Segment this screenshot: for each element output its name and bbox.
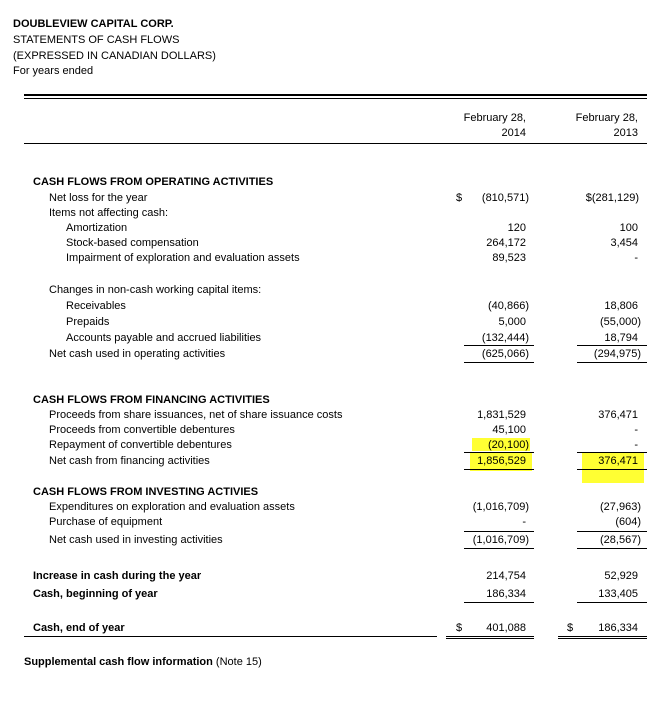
receivables-2013: 18,806 [604,300,638,312]
net-investing-rule-2014 [464,548,534,549]
equipment-2014: - [522,516,526,528]
net-operating-rule-2013 [577,362,647,363]
header-rule-bottom [24,98,647,99]
payables-label: Accounts payable and accrued liabilities [66,332,262,344]
amortization-2013: 100 [619,222,638,234]
end-currency-2013: $ [567,622,574,634]
col-2013-line2: 2013 [613,127,638,139]
net-operating-label: Net cash used in operating activities [49,348,226,360]
col-2014-line2: 2014 [501,127,526,139]
payables-2014: (132,444) [481,332,529,344]
financing-title: CASH FLOWS FROM FINANCING ACTIVITIES [33,394,270,406]
receivables-2014: (40,866) [488,300,529,312]
end-rule-2014-a [446,636,534,637]
end-rule-2013-b [558,638,647,639]
header-rule-top [24,94,647,96]
net-operating-2014: (625,066) [481,348,529,360]
receivables-label: Receivables [66,300,126,312]
repayment-2014: (20,100) [488,439,529,451]
company-name: DOUBLEVIEW CAPITAL CORP. [13,18,174,30]
amortization-label: Amortization [66,222,128,234]
supplemental-note: (Note 15) [212,656,262,668]
supplemental-line [24,656,262,669]
expenditures-2014: (1,016,709) [472,501,529,513]
net-operating-2013: (294,975) [593,348,641,360]
financing-rule-2013 [577,452,647,453]
prepaids-2014: 5,000 [498,316,526,328]
col-2014-line1: February 28, [463,112,526,124]
net-investing-2014: (1,016,709) [472,534,529,546]
equipment-2013: (604) [615,516,641,528]
investing-rule-2014 [464,531,534,532]
net-financing-2013: 376,471 [598,455,638,467]
net-loss-2013: $(281,129) [585,192,639,204]
net-investing-2013: (28,567) [600,534,641,546]
net-investing-label: Net cash used in investing activities [49,534,223,546]
end-rule-2013-a [558,636,647,637]
period-label: For years ended [13,65,94,77]
stock-comp-2013: 3,454 [610,237,638,249]
prepaids-label: Prepaids [66,316,110,328]
investing-title: CASH FLOWS FROM INVESTING ACTIVIES [33,486,259,498]
financing-rule-2014 [464,452,534,453]
stock-comp-2014: 264,172 [486,237,526,249]
currency-note: (EXPRESSED IN CANADIAN DOLLARS) [13,50,216,62]
operating-rule-2014 [464,345,534,346]
equipment-label: Purchase of equipment [49,516,163,528]
end-label: Cash, end of year [33,622,125,634]
net-financing-rule-2014 [464,469,534,470]
operating-title: CASH FLOWS FROM OPERATING ACTIVITIES [33,176,274,188]
beginning-rule-2014 [464,602,534,603]
proceeds-conv-label: Proceeds from convertible debentures [49,424,235,436]
expenditures-2013: (27,963) [600,501,641,513]
proceeds-conv-2013: - [634,424,638,436]
proceeds-shares-2014: 1,831,529 [477,409,526,421]
prepaids-2013: (55,000) [600,316,641,328]
net-loss-currency: $ [456,192,463,204]
net-financing-label: Net cash from financing activities [49,455,210,467]
beginning-2013: 133,405 [598,588,638,600]
operating-rule-2013 [577,345,647,346]
end-currency-2014: $ [456,622,463,634]
impairment-2014: 89,523 [492,252,526,264]
supplemental-title: Supplemental cash flow information [24,656,213,668]
amortization-2014: 120 [507,222,526,234]
col-2013-line1: February 28, [575,112,638,124]
expenditures-label: Expenditures on exploration and evaluation assets [49,501,295,513]
increase-2013: 52,929 [604,570,638,582]
beginning-2014: 186,334 [486,588,526,600]
end-2013: 186,334 [598,622,638,634]
increase-label: Increase in cash during the year [33,570,202,582]
end-2014: 401,088 [486,622,526,634]
repayment-label: Repayment of convertible debentures [49,439,232,451]
column-header-rule [24,143,647,144]
stock-comp-label: Stock-based compensation [66,237,199,249]
net-operating-rule-2014 [464,362,534,363]
changes-label: Changes in non-cash working capital items: [49,284,262,296]
proceeds-shares-2013: 376,471 [598,409,638,421]
impairment-2013: - [634,252,638,264]
end-rule-label [24,636,437,637]
net-financing-2014: 1,856,529 [477,455,526,467]
proceeds-shares-label: Proceeds from share issuances, net of share issuance costs [49,409,343,421]
payables-2013: 18,794 [604,332,638,344]
net-investing-rule-2013 [577,548,647,549]
end-rule-2014-b [446,638,534,639]
not-affecting-label: Items not affecting cash: [49,207,169,219]
net-loss-label: Net loss for the year [49,192,148,204]
statement-title: STATEMENTS OF CASH FLOWS [13,34,180,46]
repayment-2013: - [634,439,638,451]
net-financing-rule-2013 [577,469,647,470]
net-loss-2014: (810,571) [481,192,529,204]
beginning-rule-2013 [577,602,647,603]
impairment-label: Impairment of exploration and evaluation assets [66,252,300,264]
proceeds-conv-2014: 45,100 [492,424,526,436]
investing-rule-2013 [577,531,647,532]
beginning-label: Cash, beginning of year [33,588,158,600]
increase-2014: 214,754 [486,570,526,582]
